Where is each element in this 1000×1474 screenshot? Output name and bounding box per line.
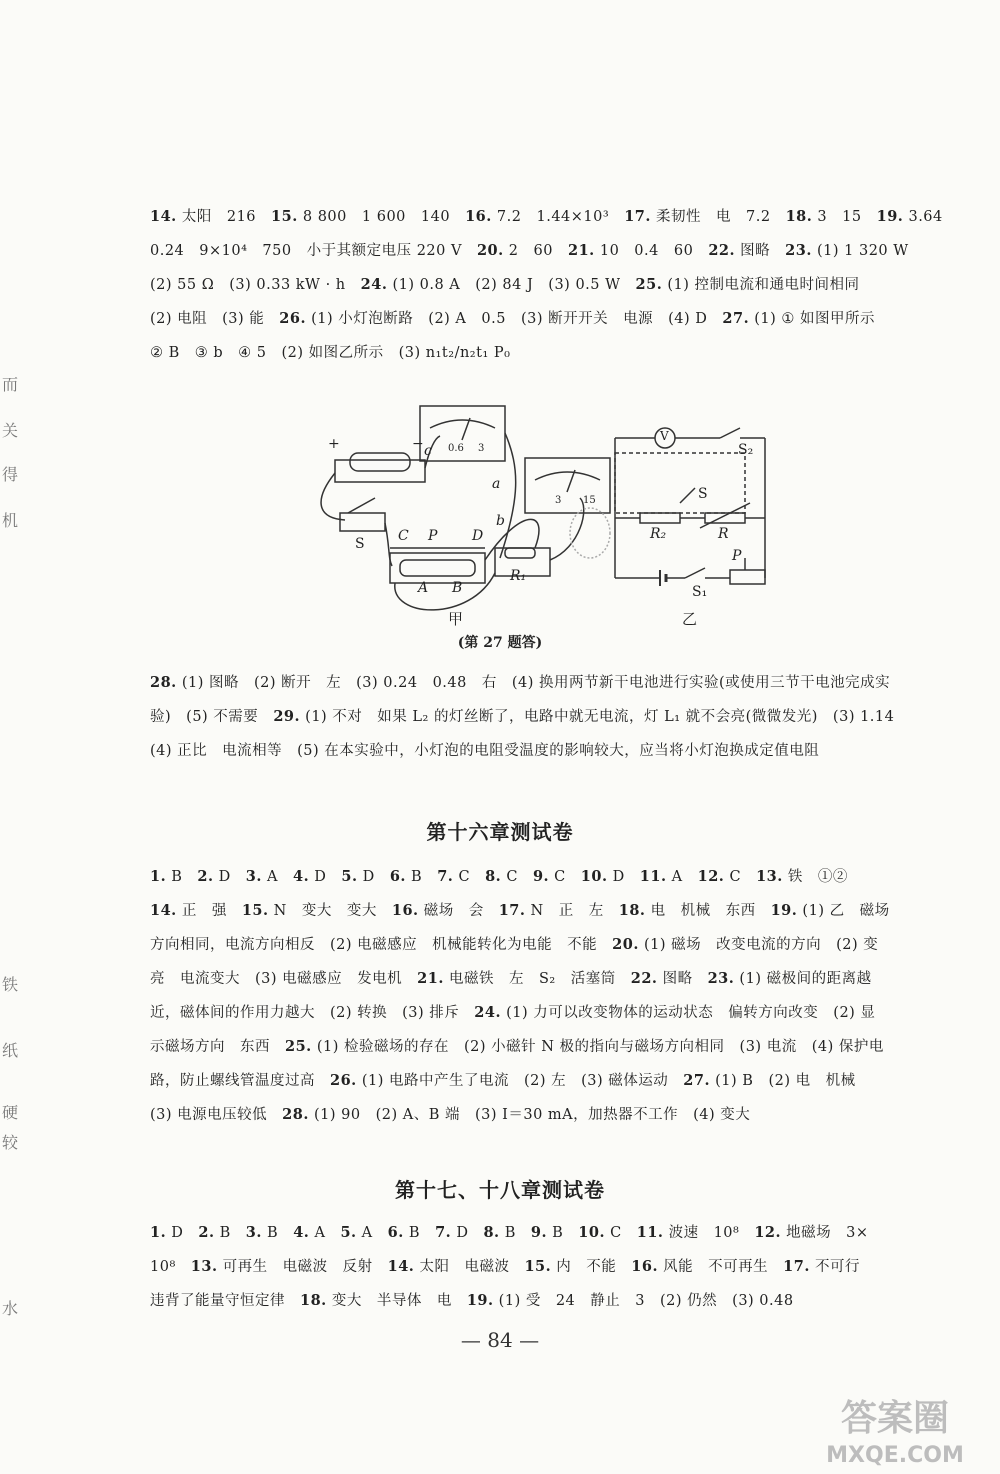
dashed-frame <box>615 453 745 513</box>
label-wire-b: b <box>496 513 505 529</box>
answer-text: (1) 0.8 A (2) 84 J (3) 0.5 W <box>387 277 636 293</box>
voltmeter-icon <box>525 458 610 513</box>
label-b: B <box>452 580 463 596</box>
question-number: 7. <box>435 1224 452 1241</box>
answer-text: 示磁场方向 东西 <box>150 1039 285 1055</box>
answer-text: (1) 磁极间的距离越 <box>734 971 872 987</box>
question-number: 18. <box>785 208 813 225</box>
answer-line <box>150 962 950 996</box>
label-d: D <box>472 528 484 544</box>
label-c: C <box>398 528 409 544</box>
answer-line <box>150 1098 950 1132</box>
answer-line <box>150 1284 950 1318</box>
answer-text: C <box>724 869 757 885</box>
question-number: 23. <box>785 242 812 259</box>
question-number: 7. <box>437 868 454 885</box>
answer-text: 太阳 216 <box>176 209 272 225</box>
answer-text: N 变大 变大 <box>268 903 392 919</box>
answer-line <box>150 860 950 894</box>
label-r2: R₂ <box>650 526 667 542</box>
answer-text: D <box>309 869 342 885</box>
voltmeter-tick-15: 15 <box>583 495 596 506</box>
label-plus: + <box>328 436 340 452</box>
question-number: 3. <box>245 1224 262 1241</box>
question-number: 16. <box>465 208 492 225</box>
watermark-text-url: MXQE.COM <box>826 1443 964 1468</box>
answer-text: A <box>356 1225 388 1241</box>
question-number: 17. <box>624 208 651 225</box>
answer-text: 可再生 电磁波 反射 <box>217 1259 388 1275</box>
answer-text: (1) 检验磁场的存在 (2) 小磁针 N 极的指向与磁场方向相同 (3) 电流 (4) 保护电 <box>311 1039 884 1055</box>
question-number: 25. <box>635 276 663 293</box>
answer-text: (1) 控制电流和通电时间相同 <box>662 277 860 293</box>
answer-text: D <box>607 869 640 885</box>
margin-char: 铁 <box>2 975 19 994</box>
answer-text: 电磁铁 左 S₂ 活塞筒 <box>443 971 631 987</box>
answer-text: 正 强 <box>176 903 242 919</box>
answer-text: ② B ③ b ④ 5 (2) 如图乙所示 (3) n₁t₂/n₂t₁ P₀ <box>150 345 511 361</box>
rheostat-p-icon <box>730 570 765 584</box>
label-p-right: P <box>732 548 742 564</box>
answer-text: (1) B (2) 电 机械 <box>710 1073 856 1089</box>
section-title-17-18: 第十七、十八章测试卷 <box>395 1178 605 1202</box>
question-number: 13. <box>190 1258 218 1275</box>
question-number: 28. <box>150 674 177 691</box>
answer-text: 近，磁体间的作用力越大 (2) 转换 (3) 排斥 <box>150 1005 475 1021</box>
answer-text: C <box>501 869 533 885</box>
page-number: — 84 — <box>460 1328 540 1352</box>
answer-text: (3) 电源电压较低 <box>150 1107 283 1123</box>
label-v: V <box>660 429 669 443</box>
answer-line <box>150 734 950 768</box>
answer-text: B <box>547 1225 579 1241</box>
question-number: 24. <box>360 276 388 293</box>
answer-line <box>150 1250 950 1284</box>
question-number: 19. <box>466 1292 494 1309</box>
answer-line <box>150 234 950 268</box>
answer-text: 磁场 会 <box>418 903 499 919</box>
answer-text: 电 机械 东西 <box>645 903 771 919</box>
answer-text: 变大 半导体 电 <box>326 1293 467 1309</box>
answer-text: 路，防止螺线管温度过高 <box>150 1073 330 1089</box>
answer-text: 不可行 <box>809 1259 860 1275</box>
margin-char: 水 <box>2 1299 19 1318</box>
question-number: 15. <box>271 208 298 225</box>
answer-text: 违背了能量守恒定律 <box>150 1293 300 1309</box>
answer-text: 0.24 9×10⁴ 750 小于其额定电压 220 V <box>150 243 477 259</box>
answer-text: 地磁场 3× <box>781 1225 869 1241</box>
answer-text: (1) 90 (2) A、B 端 (3) I＝30 mA，加热器不工作 (4) 变大 <box>308 1107 751 1123</box>
section-17-answers <box>150 1216 950 1318</box>
answers-block-2 <box>150 666 950 768</box>
question-number: 11. <box>636 1224 664 1241</box>
answer-text: 验) (5) 不需要 <box>150 709 274 725</box>
question-number: 14. <box>150 902 177 919</box>
ammeter-tick-06: 0.6 <box>448 443 464 454</box>
figure-caption: (第 27 题答) <box>457 635 543 651</box>
answer-text: 3.64 <box>903 209 943 225</box>
question-number: 17. <box>498 902 526 919</box>
question-number: 12. <box>754 1224 782 1241</box>
answer-text: C <box>453 869 486 885</box>
margin-char: 较 <box>2 1133 19 1152</box>
question-number: 25. <box>285 1038 312 1055</box>
question-number: 22. <box>708 242 736 259</box>
answer-text: B <box>214 1225 246 1241</box>
answer-line <box>150 1030 950 1064</box>
question-number: 20. <box>476 242 504 259</box>
margin-char: 机 <box>2 511 19 530</box>
answer-text: B <box>261 1225 294 1241</box>
answer-line <box>150 268 950 302</box>
question-number: 21. <box>417 970 444 987</box>
question-number: 21. <box>568 242 595 259</box>
answer-line <box>150 302 950 336</box>
question-number: 11. <box>639 868 667 885</box>
answer-text: 内 不能 <box>551 1259 632 1275</box>
question-number: 19. <box>770 902 798 919</box>
question-number: 23. <box>707 970 735 987</box>
section-16-answers <box>150 860 950 1132</box>
answer-text: 图略 <box>735 243 786 259</box>
question-number: 26. <box>330 1072 357 1089</box>
answer-text: 波速 10⁸ <box>663 1225 755 1241</box>
question-number: 27. <box>683 1072 711 1089</box>
answer-text: 3 15 <box>812 209 877 225</box>
answer-text: 10 0.4 60 <box>594 243 709 259</box>
answer-text: B <box>403 1225 436 1241</box>
question-number: 19. <box>876 208 904 225</box>
answer-text: (1) 1 320 W <box>811 243 909 259</box>
answer-text: (1) 不对 如果 L₂ 的灯丝断了，电路中就无电流，灯 L₁ 就不会亮(微微发光) (3) 1.14 <box>300 709 895 725</box>
question-number: 3. <box>245 868 262 885</box>
question-number: 16. <box>391 902 419 919</box>
answer-line <box>150 336 950 370</box>
label-wire-a: a <box>492 476 501 492</box>
answer-text: 图略 <box>657 971 708 987</box>
battery-icon <box>350 453 410 471</box>
answer-text: (1) 电路中产生了电流 (2) 左 (3) 磁体运动 <box>356 1073 684 1089</box>
question-number: 22. <box>630 970 658 987</box>
question-number: 17. <box>783 1258 810 1275</box>
answer-text: 2 60 <box>503 243 568 259</box>
question-number: 12. <box>697 868 725 885</box>
answer-text: (1) 力可以改变物体的运动状态 偏转方向改变 (2) 显 <box>501 1005 876 1021</box>
answer-text: B <box>166 869 198 885</box>
resistor-r2-icon <box>640 513 680 523</box>
answer-line <box>150 666 950 700</box>
section-title-16: 第十六章测试卷 <box>426 820 574 844</box>
answer-text: D <box>213 869 246 885</box>
label-s-right: S <box>698 486 708 502</box>
label-s1: S₁ <box>692 584 708 600</box>
answer-text: (1) ① 如图甲所示 <box>749 311 875 327</box>
answer-text: 亮 电流变大 (3) 电磁感应 发电机 <box>150 971 418 987</box>
margin-char: 纸 <box>2 1041 19 1060</box>
answer-text: C <box>549 869 581 885</box>
question-number: 10. <box>580 868 608 885</box>
label-p: P <box>428 528 438 544</box>
question-number: 5. <box>341 868 358 885</box>
circuit-figure-27 <box>320 398 790 638</box>
answer-text: (2) 55 Ω (3) 0.33 kW · h <box>150 277 361 293</box>
label-jia: 甲 <box>448 610 464 628</box>
answer-text: (4) 正比 电流相等 (5) 在本实验中，小灯泡的电阻受温度的影响较大，应当将小灯泡换成定值电阻 <box>150 743 820 759</box>
margin-char: 关 <box>2 421 19 440</box>
question-number: 4. <box>293 868 310 885</box>
label-yi: 乙 <box>682 610 698 628</box>
answer-text: 10⁸ <box>150 1259 191 1275</box>
question-number: 4. <box>293 1224 310 1241</box>
question-number: 16. <box>631 1258 659 1275</box>
rheostat-icon <box>390 553 485 583</box>
question-number: 29. <box>273 708 301 725</box>
question-number: 1. <box>150 868 167 885</box>
label-r: R <box>718 526 729 542</box>
answer-text: 风能 不可再生 <box>658 1259 784 1275</box>
answer-line <box>150 200 950 234</box>
answer-text: (1) 小灯泡断路 (2) A 0.5 (3) 断开开关 电源 (4) D <box>306 311 723 327</box>
answer-line <box>150 894 950 928</box>
question-number: 1. <box>150 1224 167 1241</box>
margin-char: 硬 <box>2 1103 19 1122</box>
margin-char: 而 <box>2 375 19 394</box>
answers-block-1 <box>150 200 950 370</box>
question-number: 6. <box>389 868 406 885</box>
question-number: 18. <box>618 902 646 919</box>
answer-text: D <box>451 1225 484 1241</box>
label-s: S <box>355 536 365 552</box>
answer-text: (2) 电阻 (3) 能 <box>150 311 280 327</box>
question-number: 15. <box>241 902 269 919</box>
answer-text: 太阳 电磁波 <box>414 1259 525 1275</box>
question-number: 28. <box>282 1106 309 1123</box>
label-a: A <box>418 580 429 596</box>
answer-text: C <box>605 1225 637 1241</box>
answer-text: B <box>499 1225 531 1241</box>
label-wire-c: c <box>424 443 432 459</box>
question-number: 13. <box>756 868 783 885</box>
question-number: 9. <box>530 1224 548 1241</box>
margin-char: 得 <box>2 465 19 484</box>
question-number: 24. <box>474 1004 502 1021</box>
question-number: 14. <box>387 1258 415 1275</box>
watermark-logo <box>795 1390 995 1470</box>
answer-line <box>150 1064 950 1098</box>
voltmeter-tick-3: 3 <box>555 495 562 506</box>
question-number: 6. <box>387 1224 404 1241</box>
question-number: 8. <box>483 1224 500 1241</box>
answer-text: B <box>405 869 438 885</box>
answer-text: 铁 ①② <box>782 869 848 885</box>
question-number: 5. <box>340 1224 357 1241</box>
label-r1: R₁ <box>510 568 527 584</box>
question-number: 26. <box>279 310 307 327</box>
answer-text: 8 800 1 600 140 <box>297 209 466 225</box>
question-number: 18. <box>300 1292 327 1309</box>
stamp-icon <box>570 508 610 558</box>
answer-text: D <box>166 1225 199 1241</box>
answer-line <box>150 928 950 962</box>
question-number: 15. <box>524 1258 552 1275</box>
question-number: 10. <box>578 1224 606 1241</box>
question-number: 2. <box>197 868 214 885</box>
answer-line <box>150 1216 950 1250</box>
question-number: 9. <box>532 868 550 885</box>
label-s2: S₂ <box>738 442 754 458</box>
answer-text: (1) 受 24 静止 3 (2) 仍然 (3) 0.48 <box>493 1293 794 1309</box>
question-number: 2. <box>198 1224 215 1241</box>
answer-text: (1) 图略 (2) 断开 左 (3) 0.24 0.48 右 (4) 换用两节新干电池进行实验(或使用三节干电池完成实 <box>176 675 891 691</box>
answer-text: A <box>261 869 294 885</box>
watermark-text-main: 答案圈 <box>840 1398 950 1439</box>
circuit-diagrams <box>320 398 790 638</box>
ammeter-tick-3: 3 <box>478 443 485 454</box>
answer-text: 柔韧性 电 7.2 <box>650 209 786 225</box>
answer-text: (1) 乙 磁场 <box>797 903 890 919</box>
answer-text: D <box>357 869 390 885</box>
answer-text: N 正 左 <box>525 903 619 919</box>
question-number: 27. <box>722 310 750 327</box>
answer-text: 方向相同，电流方向相反 (2) 电磁感应 机械能转化为电能 不能 <box>150 937 613 953</box>
answer-text: A <box>666 869 698 885</box>
question-number: 20. <box>612 936 639 953</box>
resistor-r-icon <box>705 513 745 523</box>
switch-s-icon <box>340 513 385 531</box>
question-number: 8. <box>485 868 502 885</box>
answer-text: A <box>309 1225 341 1241</box>
label-minus: − <box>412 436 424 452</box>
answer-text: (1) 磁场 改变电流的方向 (2) 变 <box>638 937 879 953</box>
answer-line <box>150 996 950 1030</box>
answer-text: 7.2 1.44×10³ <box>491 209 625 225</box>
question-number: 14. <box>150 208 177 225</box>
answer-line <box>150 700 950 734</box>
